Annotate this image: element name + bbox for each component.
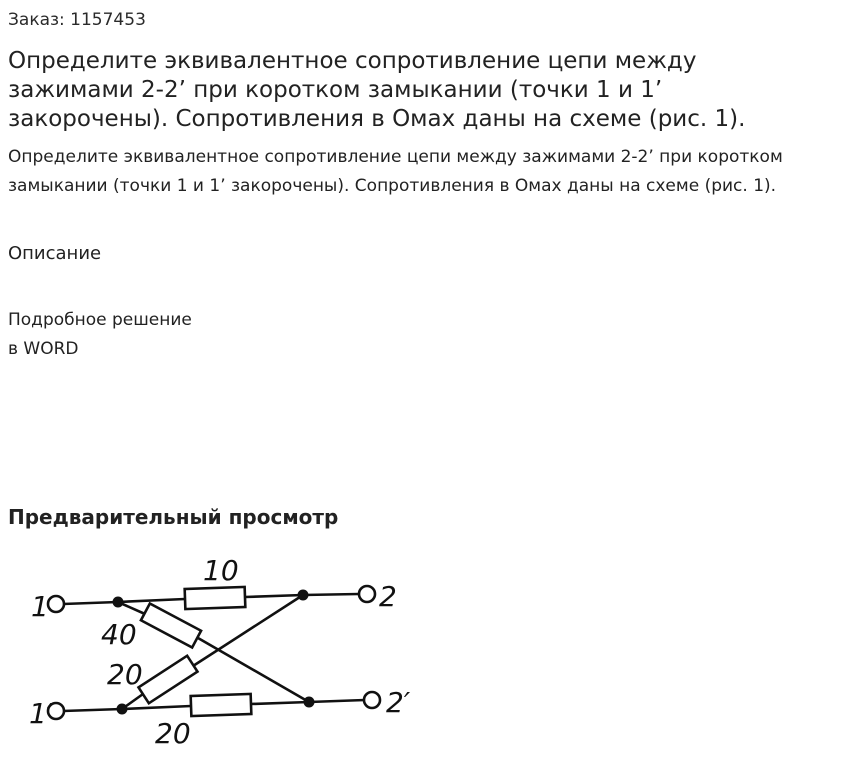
node-a	[113, 597, 124, 608]
resistor-10	[185, 587, 246, 609]
label-r10: 10	[203, 554, 239, 587]
label-terminal-1-prime: 1′	[29, 697, 54, 730]
label-r40: 40	[101, 618, 137, 651]
node-c	[117, 704, 128, 715]
task-description: Определите эквивалентное сопротивление цепи между зажимами 2-2’ при коротком замыкании (точки 1 и 1’ закорочены). Сопротивления в Омах даны на схеме (рис. 1).	[8, 147, 783, 196]
label-terminal-1: 1	[31, 590, 49, 623]
resistor-bottom-20	[191, 694, 252, 716]
solution-line-1: Подробное решение	[8, 310, 192, 330]
terminal-2	[359, 586, 375, 602]
terminal-1	[48, 596, 64, 612]
preview-heading: Предварительный просмотр	[8, 505, 339, 529]
node-b	[298, 590, 309, 601]
label-terminal-2: 2	[379, 580, 397, 613]
node-d	[304, 697, 315, 708]
label-r20-bottom: 20	[155, 717, 191, 748]
circuit-diagram	[25, 548, 425, 748]
order-number: Заказ: 1157453	[8, 10, 146, 30]
description-section-label: Описание	[8, 243, 102, 264]
resistor-diag-20	[139, 656, 198, 704]
solution-line-2: в WORD	[8, 338, 79, 359]
label-r20-diagonal: 20	[107, 658, 143, 691]
page-title: Определите эквивалентное сопротивление цепи между зажимами 2-2’ при коротком замыкании (точки 1 и 1’ закорочены). Сопротивления в Омах даны на схеме (рис. 1).	[8, 48, 746, 132]
label-terminal-2-prime: 2′	[386, 686, 411, 719]
terminal-2-prime	[364, 692, 380, 708]
solution-info	[8, 306, 192, 363]
